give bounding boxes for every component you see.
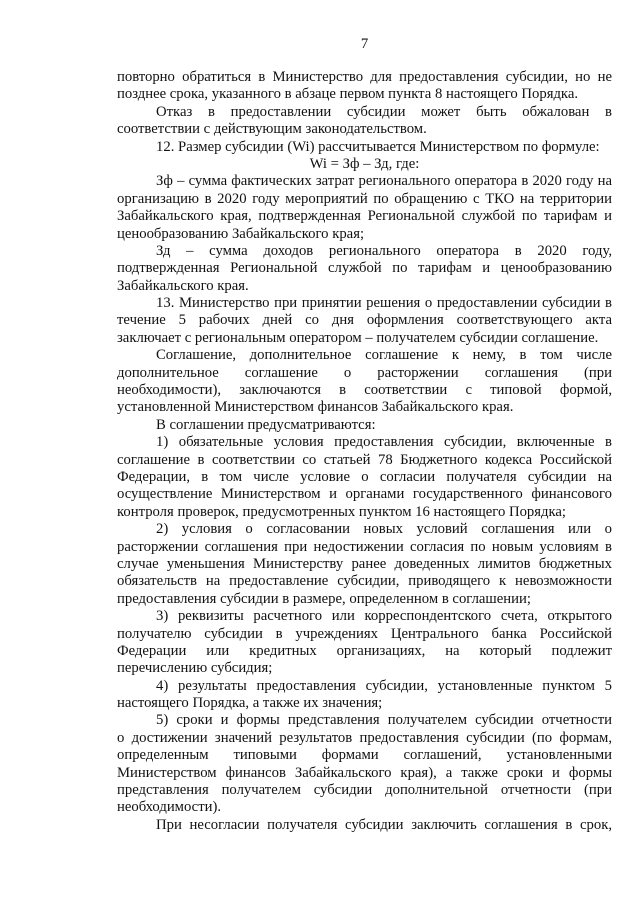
text-line: представления получателем субсидии дополнительной отчетности (при <box>117 782 612 799</box>
text-line: соответствии с действующим законодательством. <box>117 121 427 138</box>
text-line: повторно обратиться в Министерство для предоставления субсидии, но не <box>117 69 612 85</box>
paragraph-disagreement <box>117 817 612 834</box>
paragraph-appeal <box>117 104 612 139</box>
text-line: необходимости). <box>117 799 222 816</box>
paragraph-agreement-form <box>117 347 612 417</box>
text-line: контроля проверок, предусмотренных пунктом 16 настоящего Порядка; <box>117 503 566 520</box>
paragraph-continuation <box>117 69 612 104</box>
text-line: 3) реквизиты расчетного или корреспондентского счета, открытого <box>156 608 612 625</box>
text-line: соглашение в соответствии со статьей 78 Бюджетного кодекса Российской <box>117 451 612 468</box>
text-line: необходимости), заключаются в соответствии с типовой формой, <box>117 382 612 399</box>
provision-1 <box>117 434 612 521</box>
text-line: Федерации или кредитных организациях, на который подлежит <box>117 642 612 659</box>
text-line: 1) обязательные условия предоставления субсидии, включенные в <box>156 434 612 451</box>
text-line: установленной Министерством финансов Забайкальского края. <box>117 399 514 416</box>
definition-zf <box>117 173 612 243</box>
text-line: перечислению субсидия; <box>117 660 273 677</box>
document-body <box>117 69 612 834</box>
text-line: о достижении значений результатов предоставления субсидии (по формам, <box>117 729 612 746</box>
text-line: Отказ в предоставлении субсидии может быть обжалован в <box>156 103 612 120</box>
text-line: Соглашение, дополнительное соглашение к нему, в том числе <box>156 347 612 364</box>
text-line: 4) результаты предоставления субсидии, установленные пунктом 5 <box>156 677 612 694</box>
text-line: расторжении соглашения при недостижении согласия по новым условиям в <box>117 538 612 555</box>
formula-line: Wi = Зф – Зд, где: <box>309 155 420 172</box>
provision-4 <box>117 678 612 713</box>
text-line: 2) условия о согласовании новых условий соглашения или о <box>156 521 612 538</box>
text-line: случае уменьшения Министерству ранее доведенных лимитов бюджетных <box>117 555 612 572</box>
text-line: заключает с региональным оператором – получателем субсидии соглашение. <box>117 329 599 346</box>
text-line: течение 5 рабочих дней со дня оформления соответствующего акта <box>117 312 612 329</box>
text-line: 12. Размер субсидии (Wi) рассчитывается Министерством по формуле: <box>156 138 600 155</box>
clause-12 <box>117 139 612 156</box>
formula <box>117 156 612 173</box>
text-line: ценообразованию Забайкальского края; <box>117 225 365 242</box>
provision-2 <box>117 521 612 608</box>
text-line: дополнительное соглашение о расторжении соглашения (при <box>117 364 612 381</box>
text-line: обязательств на предоставление субсидии, приводящего к невозможности <box>117 573 612 590</box>
text-line: При несогласии получателя субсидии заключить соглашения в срок, <box>156 816 612 833</box>
provision-3 <box>117 608 612 678</box>
provisions-intro <box>117 417 612 434</box>
provision-5 <box>117 712 612 816</box>
text-line: 13. Министерство при принятии решения о предоставлении субсидии в <box>156 295 612 312</box>
definition-zd <box>117 243 612 295</box>
text-line: Зд – сумма доходов регионального оператора в 2020 году, <box>156 242 612 259</box>
text-line: Зф – сумма фактических затрат регионального оператора в 2020 году на <box>156 173 612 190</box>
text-line: предоставления субсидии в размере, определенном в соглашении; <box>117 590 531 607</box>
text-line: определенным типовыми формами соглашений, установленными <box>117 747 612 764</box>
text-line: 5) сроки и формы представления получателем субсидии отчетности <box>156 712 612 729</box>
text-line: настоящего Порядка, а также их значения; <box>117 695 383 712</box>
text-line: Забайкальского края. <box>117 277 249 294</box>
text-line: осуществление Министерством и органами государственного финансового <box>117 486 612 503</box>
text-line: Забайкальского края, подтвержденная Региональной службой по тарифам и <box>117 208 612 225</box>
text-line: организацию в 2020 году мероприятий по обращению с ТКО на территории <box>117 190 612 207</box>
text-line: получателю субсидии в учреждениях Центрального банка Российской <box>117 625 612 642</box>
text-line: В соглашении предусматриваются: <box>156 416 376 433</box>
text-line: Федерации, в том числе условие о согласии получателя субсидии на <box>117 468 612 485</box>
text-line: подтвержденная Региональной службой по тарифам и ценообразованию <box>117 260 612 277</box>
page-number: 7 <box>360 36 369 52</box>
text-line: Министерством финансов Забайкальского края), а также сроки и формы <box>117 764 612 781</box>
clause-13 <box>117 295 612 347</box>
text-line: позднее срока, указанного в абзаце первом пункта 8 настоящего Порядка. <box>117 86 579 103</box>
